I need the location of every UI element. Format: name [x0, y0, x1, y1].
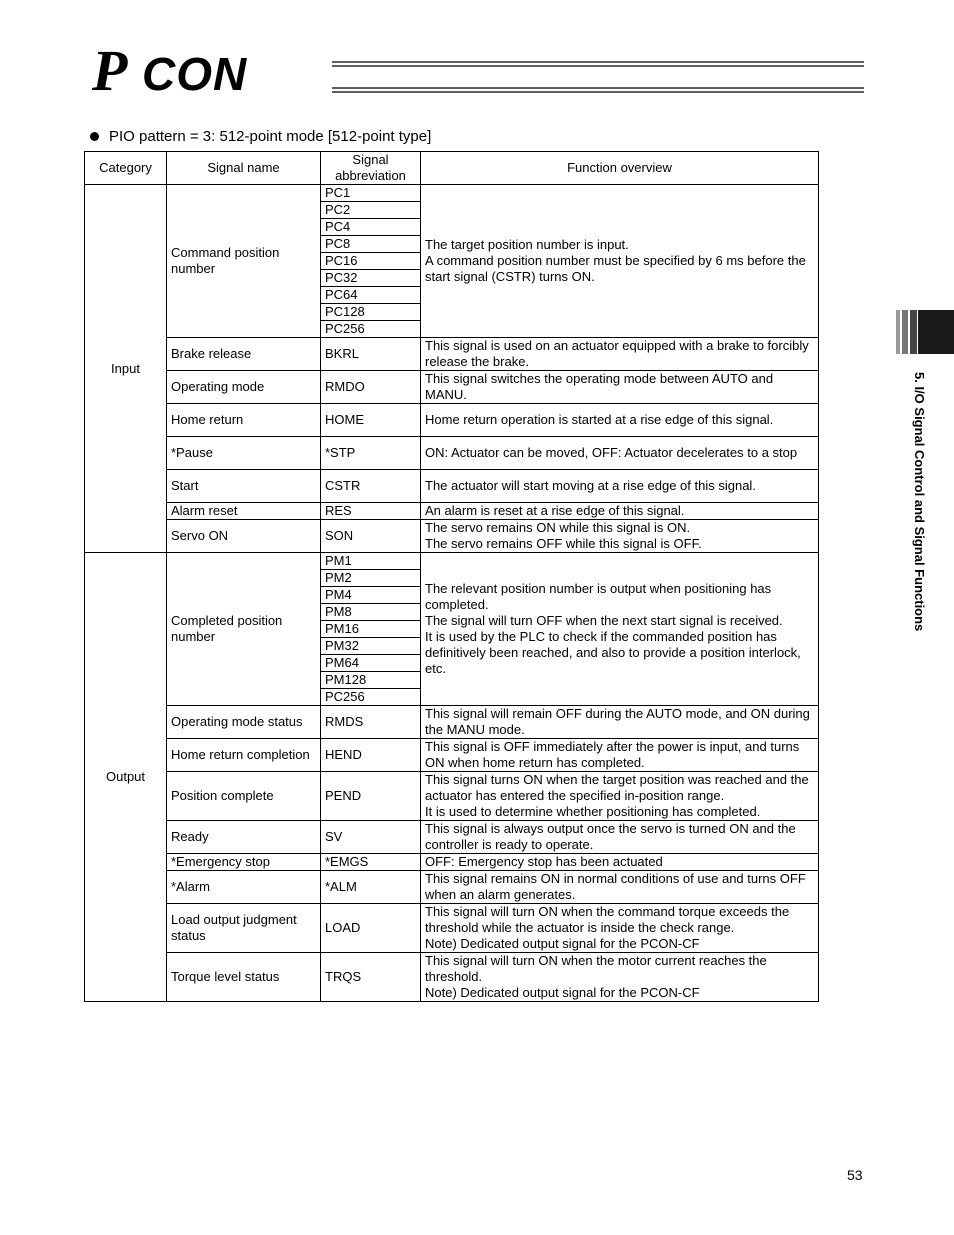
signal-abbreviation-cell: PM128	[321, 672, 421, 689]
signal-abbreviation-cell: PC16	[321, 253, 421, 270]
signal-abbreviation-cell: BKRL	[321, 338, 421, 371]
signal-abbreviation-cell: SON	[321, 520, 421, 553]
signal-abbreviation-cell: PM8	[321, 604, 421, 621]
function-overview-cell	[421, 772, 819, 821]
function-overview-cell	[421, 503, 819, 520]
function-text: This signal will turn ON when the motor current reaches the threshold.	[425, 953, 767, 984]
signal-abbreviation-cell: RES	[321, 503, 421, 520]
section-heading	[90, 128, 431, 145]
column-header: Signal name	[167, 152, 321, 185]
logo-letters-con: CON	[142, 48, 248, 100]
function-overview-cell	[421, 553, 819, 706]
signal-abbreviation-cell: PC128	[321, 304, 421, 321]
function-text: The signal will turn OFF when the next start signal is received.	[425, 613, 783, 628]
signal-abbreviation-cell: HOME	[321, 404, 421, 437]
table-row	[85, 821, 819, 854]
function-text: A command position number must be specified by 6 ms before the start signal (CSTR) turns ON.	[425, 253, 806, 284]
signal-name-cell: Operating mode status	[167, 706, 321, 739]
function-text: This signal will remain OFF during the AUTO mode, and ON during the MANU mode.	[425, 706, 810, 737]
function-text: The actuator will start moving at a rise edge of this signal.	[425, 478, 756, 493]
signal-abbreviation-cell: PC32	[321, 270, 421, 287]
table-row	[85, 185, 819, 202]
table-row	[85, 772, 819, 821]
signal-abbreviation-cell: *EMGS	[321, 854, 421, 871]
signal-abbreviation-cell: PC64	[321, 287, 421, 304]
signal-name-cell: Completed position number	[167, 553, 321, 706]
function-text: The target position number is input.	[425, 237, 629, 252]
signal-abbreviation-cell: RMDS	[321, 706, 421, 739]
table-header-row	[85, 152, 819, 185]
table-row	[85, 553, 819, 570]
function-text: It is used to determine whether positioning has completed.	[425, 804, 761, 819]
function-text: This signal is used on an actuator equipped with a brake to forcibly release the brake.	[425, 338, 809, 369]
signal-abbreviation-cell: PC8	[321, 236, 421, 253]
function-text: OFF: Emergency stop has been actuated	[425, 854, 663, 869]
function-text: ON: Actuator can be moved, OFF: Actuator decelerates to a stop	[425, 445, 798, 460]
signal-name-cell: Operating mode	[167, 371, 321, 404]
signal-name-cell: Servo ON	[167, 520, 321, 553]
function-overview-cell	[421, 371, 819, 404]
chapter-tab	[896, 310, 954, 354]
function-text: The servo remains ON while this signal is ON.	[425, 520, 691, 535]
signal-abbreviation-cell: PM32	[321, 638, 421, 655]
function-text: The relevant position number is output when positioning has completed.	[425, 581, 772, 612]
category-cell: Output	[85, 553, 167, 1002]
chapter-side-title: 5. I/O Signal Control and Signal Functions	[912, 372, 927, 632]
function-text: Note) Dedicated output signal for the PCON-CF	[425, 936, 700, 951]
function-overview-cell	[421, 871, 819, 904]
signal-name-cell: Position complete	[167, 772, 321, 821]
signal-name-cell: Brake release	[167, 338, 321, 371]
table-row	[85, 404, 819, 437]
function-overview-cell	[421, 404, 819, 437]
signal-abbreviation-cell: CSTR	[321, 470, 421, 503]
table-row	[85, 953, 819, 1002]
signal-name-cell: Home return	[167, 404, 321, 437]
column-header: Category	[85, 152, 167, 185]
table-row	[85, 371, 819, 404]
signal-abbreviation-cell: PM64	[321, 655, 421, 672]
signal-abbreviation-cell: PM4	[321, 587, 421, 604]
function-text: This signal switches the operating mode between AUTO and MANU.	[425, 371, 774, 402]
function-overview-cell	[421, 470, 819, 503]
function-text: The servo remains OFF while this signal is OFF.	[425, 536, 702, 551]
table-row	[85, 904, 819, 953]
function-overview-cell	[421, 338, 819, 371]
signal-abbreviation-cell: PM1	[321, 553, 421, 570]
function-overview-cell	[421, 520, 819, 553]
table-row	[85, 503, 819, 520]
signal-abbreviation-cell: *ALM	[321, 871, 421, 904]
signal-name-cell: *Pause	[167, 437, 321, 470]
signal-name-cell: Home return completion	[167, 739, 321, 772]
function-overview-cell	[421, 437, 819, 470]
signal-name-cell: *Emergency stop	[167, 854, 321, 871]
signal-abbreviation-cell: TRQS	[321, 953, 421, 1002]
category-cell: Input	[85, 185, 167, 553]
signal-abbreviation-cell: PC256	[321, 321, 421, 338]
signal-abbreviation-cell: HEND	[321, 739, 421, 772]
signal-abbreviation-cell: PC1	[321, 185, 421, 202]
signal-abbreviation-cell: LOAD	[321, 904, 421, 953]
function-text: This signal is OFF immediately after the power is input, and turns ON when home return has completed.	[425, 739, 800, 770]
signal-name-cell: Alarm reset	[167, 503, 321, 520]
signal-abbreviation-cell: *STP	[321, 437, 421, 470]
signal-abbreviation-cell: PC256	[321, 689, 421, 706]
page-number: 53	[847, 1167, 863, 1183]
table-row	[85, 706, 819, 739]
function-text: It is used by the PLC to check if the commanded position has definitively been reached, and also to provide a position interlock, etc.	[425, 629, 801, 676]
signal-abbreviation-cell: SV	[321, 821, 421, 854]
function-overview-cell	[421, 706, 819, 739]
signal-name-cell: Torque level status	[167, 953, 321, 1002]
function-overview-cell	[421, 821, 819, 854]
function-text: This signal will turn ON when the command torque exceeds the threshold while the actuator is inside the check range.	[425, 904, 790, 935]
signal-abbreviation-cell: PM16	[321, 621, 421, 638]
signal-name-cell: *Alarm	[167, 871, 321, 904]
function-text: Note) Dedicated output signal for the PCON-CF	[425, 985, 700, 1000]
function-overview-cell	[421, 904, 819, 953]
function-text: Home return operation is started at a rise edge of this signal.	[425, 412, 774, 427]
column-header: Signal abbreviation	[321, 152, 421, 185]
table-row	[85, 871, 819, 904]
signal-abbreviation-cell: PEND	[321, 772, 421, 821]
signal-abbreviation-cell: PM2	[321, 570, 421, 587]
signal-abbreviation-cell: PC4	[321, 219, 421, 236]
table-row	[85, 520, 819, 553]
signal-abbreviation-cell: RMDO	[321, 371, 421, 404]
signal-name-cell: Start	[167, 470, 321, 503]
table-row	[85, 437, 819, 470]
function-overview-cell	[421, 854, 819, 871]
table-row	[85, 854, 819, 871]
function-text: An alarm is reset at a rise edge of this signal.	[425, 503, 685, 518]
function-text: This signal turns ON when the target position was reached and the actuator has entered the specified in-position range.	[425, 772, 809, 803]
table-row	[85, 739, 819, 772]
signal-name-cell: Load output judgment status	[167, 904, 321, 953]
function-overview-cell	[421, 739, 819, 772]
signal-table	[84, 151, 819, 1002]
signal-name-cell: Command position number	[167, 185, 321, 338]
bullet-icon	[90, 132, 99, 141]
signal-name-cell: Ready	[167, 821, 321, 854]
function-overview-cell	[421, 953, 819, 1002]
section-heading-text: PIO pattern = 3: 512-point mode [512-point type]	[109, 128, 432, 145]
table-row	[85, 470, 819, 503]
column-header: Function overview	[421, 152, 819, 185]
function-overview-cell	[421, 185, 819, 338]
function-text: This signal remains ON in normal conditions of use and turns OFF when an alarm generates.	[425, 871, 806, 902]
signal-abbreviation-cell: PC2	[321, 202, 421, 219]
function-text: This signal is always output once the servo is turned ON and the controller is ready to operate.	[425, 821, 796, 852]
table-row	[85, 338, 819, 371]
pcon-logo	[92, 40, 872, 100]
logo-letter-p: P	[92, 40, 128, 100]
